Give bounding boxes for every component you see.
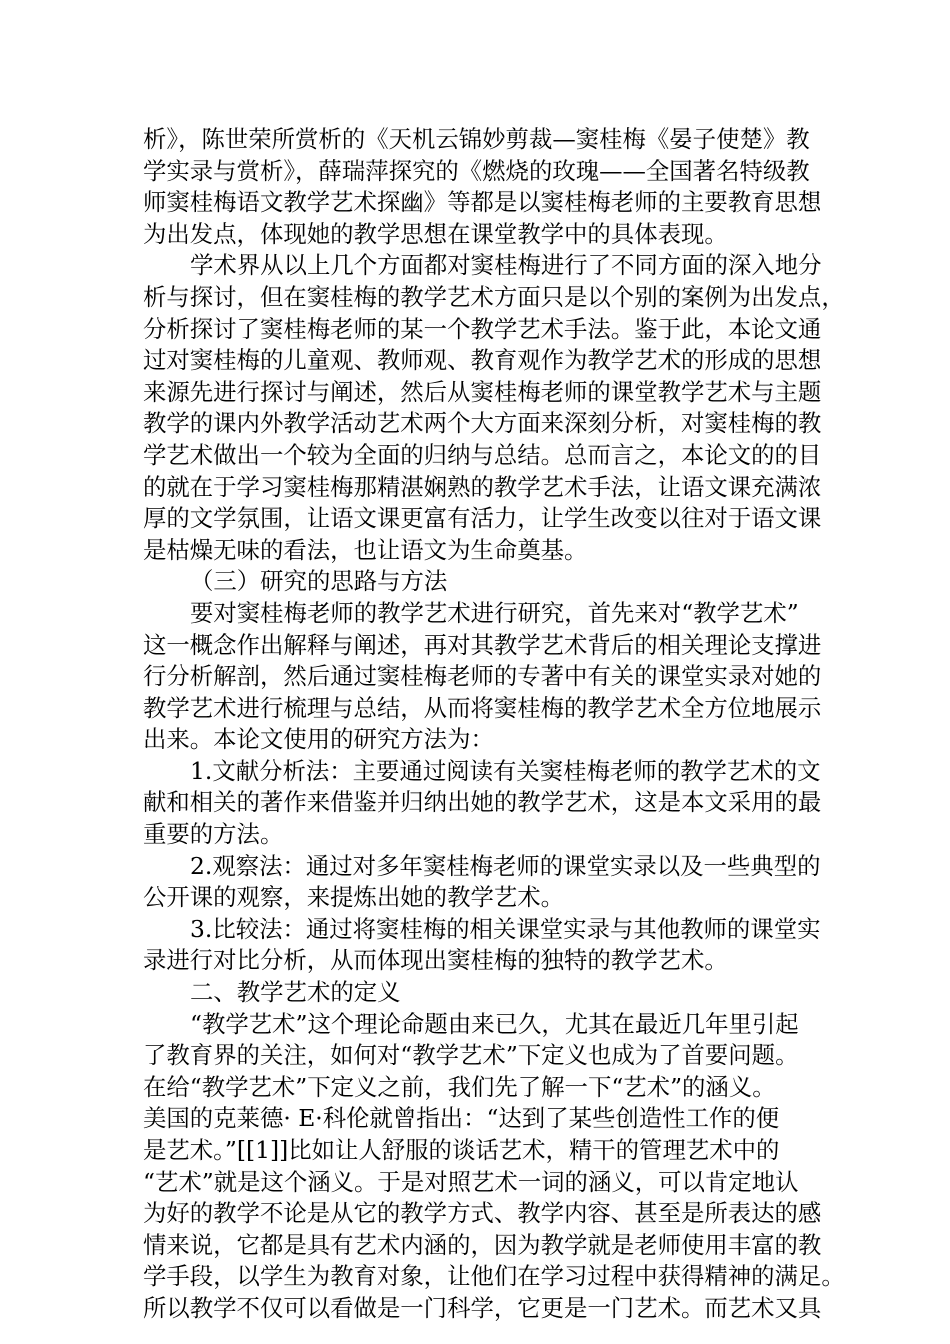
text-line: 学手段，以学生为教育对象，让他们在学习过程中获得精神的满足。 xyxy=(143,1262,845,1291)
text-line: 行分析解剖，然后通过窦桂梅老师的专著中有关的课堂实录对她的 xyxy=(143,662,822,691)
list-item-first-line: 2.观察法：通过对多年窦桂梅老师的课堂实录以及一些典型的 xyxy=(190,851,821,880)
text-line: 在给“教学艺术”下定义之前，我们先了解一下“艺术”的涵义。 xyxy=(143,1072,776,1101)
text-line: 过对窦桂梅的儿童观、教师观、教育观作为教学艺术的形成的思想 xyxy=(143,346,822,375)
paragraph-first-line: 要对窦桂梅老师的教学艺术进行研究，首先来对“教学艺术” xyxy=(190,598,799,627)
text-line: 录进行对比分析，从而体现出窦桂梅的独特的教学艺术。 xyxy=(143,946,728,975)
text-line: 教学艺术进行梳理与总结，从而将窦桂梅的教学艺术全方位地展示 xyxy=(143,693,822,722)
text-line: 是枯燥无味的看法，也让语文为生命奠基。 xyxy=(143,535,588,564)
list-item-first-line: 1.文献分析法：主要通过阅读有关窦桂梅老师的教学艺术的文 xyxy=(190,756,821,785)
body-text xyxy=(143,124,845,1325)
text-line: 的就在于学习窦桂梅那精湛娴熟的教学艺术手法，让语文课充满浓 xyxy=(143,472,822,501)
text-line: 情来说，它都是具有艺术内涵的，因为教学就是老师使用丰富的教 xyxy=(143,1230,822,1259)
text-line: 出来。本论文使用的研究方法为： xyxy=(143,725,494,754)
section-heading: （三）研究的思路与方法 xyxy=(190,567,448,596)
text-line: 分析探讨了窦桂梅老师的某一个教学艺术手法。鉴于此，本论文通 xyxy=(143,314,822,343)
section-heading: 二、教学艺术的定义 xyxy=(190,978,401,1007)
text-line: 为好的教学不论是从它的教学方式、教学内容、甚至是所表达的感 xyxy=(143,1199,822,1228)
text-line: 析》，陈世荣所赏析的《天机云锦妙剪裁—窦桂梅《晏子使楚》教 xyxy=(143,125,810,153)
text-line: 析与探讨，但在窦桂梅的教学艺术方面只是以个别的案例为出发点， xyxy=(143,282,845,311)
text-line: 教学的课内外教学活动艺术两个大方面来深刻分析，对窦桂梅的教 xyxy=(143,409,822,438)
text-line: “艺术”就是这个涵义。于是对照艺术一词的涵义，可以肯定地认 xyxy=(143,1167,799,1196)
text-line: 为出发点，体现她的教学思想在课堂教学中的具体表现。 xyxy=(143,219,728,248)
text-line: 学实录与赏析》，薛瑞萍探究的《燃烧的玫瑰——全国著名特级教 xyxy=(143,156,810,185)
paragraph-first-line: “教学艺术”这个理论命题由来已久，尤其在最近几年里引起 xyxy=(190,1009,799,1038)
paragraph-first-line: 学术界从以上几个方面都对窦桂梅进行了不同方面的深入地分 xyxy=(190,251,822,280)
text-line: 献和相关的著作来借鉴并归纳出她的教学艺术，这是本文采用的最 xyxy=(143,788,822,817)
text-line: 美国的克莱德· E·科伦就曾指出：“达到了某些创造性工作的便 xyxy=(143,1104,780,1133)
list-item-first-line: 3.比较法：通过将窦桂梅的相关课堂实录与其他教师的课堂实 xyxy=(190,914,821,943)
text-line: 来源先进行探讨与阐述，然后从窦桂梅老师的课堂教学艺术与主题 xyxy=(143,377,822,406)
text-line: 公开课的观察，来提炼出她的教学艺术。 xyxy=(143,883,565,912)
text-line: 师窦桂梅语文教学艺术探幽》等都是以窦桂梅老师的主要教育思想 xyxy=(143,188,822,217)
text-line: 重要的方法。 xyxy=(143,820,284,849)
text-line: 是艺术。”[[1]]比如让人舒服的谈话艺术，精干的管理艺术中的 xyxy=(143,1136,780,1164)
text-line: 学艺术做出一个较为全面的归纳与总结。总而言之，本论文的的目 xyxy=(143,440,822,469)
text-line: 了教育界的关注，如何对“教学艺术”下定义也成为了首要问题。 xyxy=(143,1041,799,1070)
text-line: 所以教学不仅可以看做是一门科学，它更是一门艺术。而艺术又具 xyxy=(143,1293,822,1322)
text-line: 这一概念作出解释与阐述，再对其教学艺术背后的相关理论支撑进 xyxy=(143,630,822,659)
text-line: 厚的文学氛围，让语文课更富有活力，让学生改变以往对于语文课 xyxy=(143,504,822,533)
